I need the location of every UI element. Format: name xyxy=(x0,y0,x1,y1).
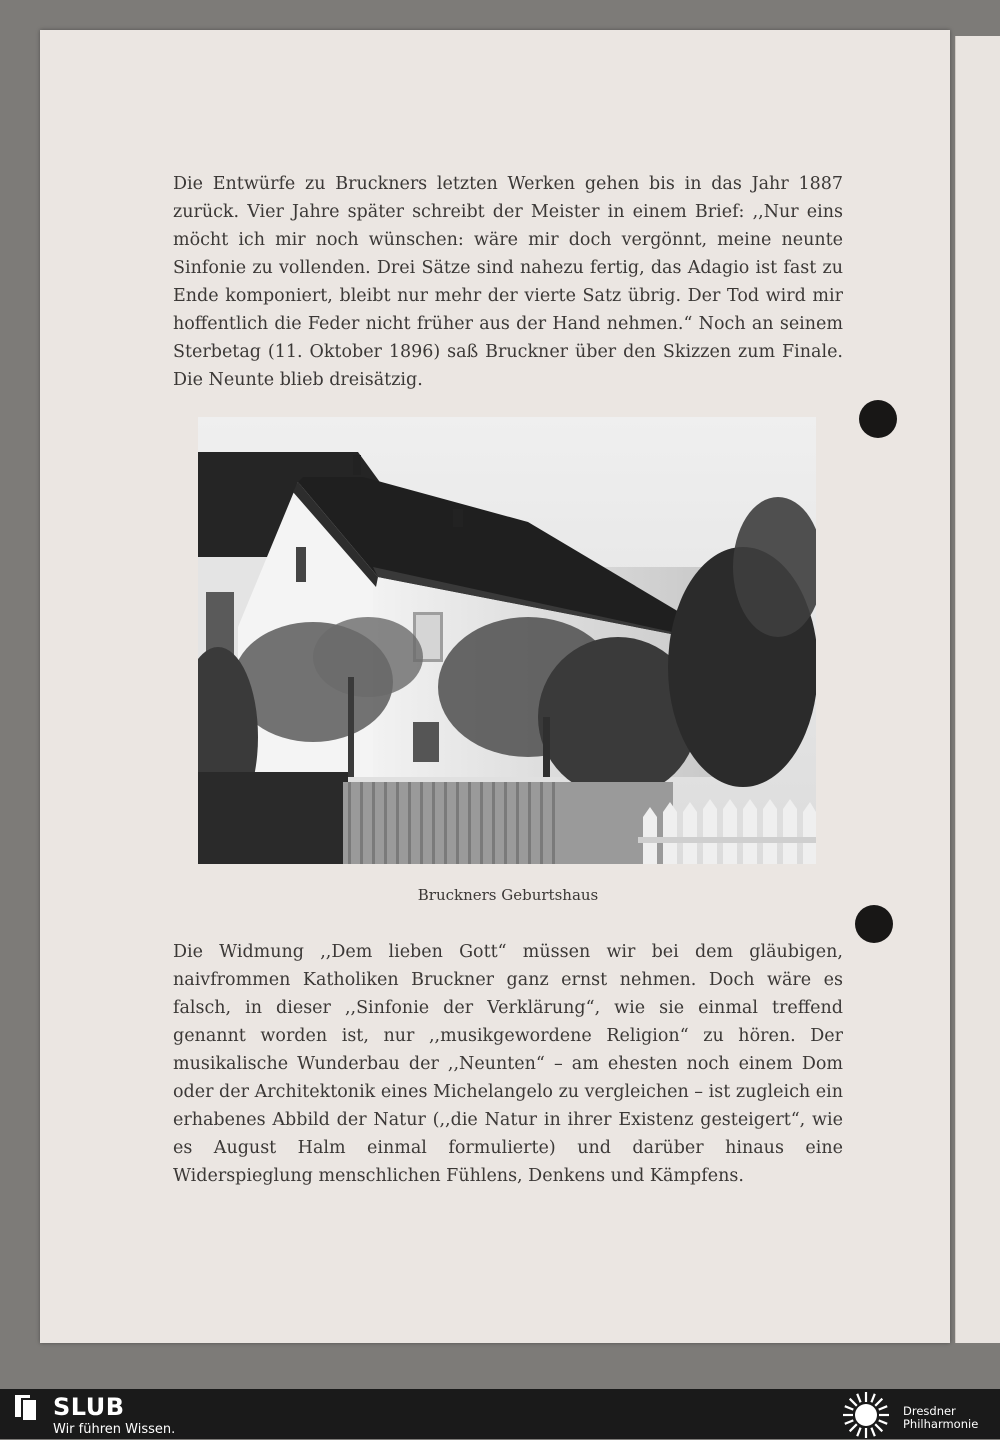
punch-hole-top xyxy=(859,400,897,438)
dresdner-philharmonie-logo-icon[interactable] xyxy=(841,1390,891,1440)
punch-hole-bottom xyxy=(855,905,893,943)
paragraph-dedication xyxy=(173,938,843,1190)
paragraph-intro xyxy=(173,170,843,394)
paragraph-dedication-text: Die Widmung ,,Dem lieben Gott“ müssen wir bei dem gläubigen, naivfrommen Katholiken Bruckner ganz ernst nehmen. Doch wäre es falsch, in dieser ,,Sinfonie der Verklärung“, wie sie einmal treffend genannt worden ist, nur ,,musikgewordene Religion“ zu hören. Der musikalische Wunderbau der ,,Neunten“ – am ehesten noch einem Dom oder der Architektonik eines Michelangelo zu vergleichen – ist zugleich ein erhabenes Abbild der Natur (,,die Natur in ihrer Existenz gesteigert“, wie es August Halm einmal formulierte) und darüber hinaus eine Widerspieglung menschlichen Fühlens, Denkens und Kämpfens. xyxy=(173,942,843,1186)
dp-name-line-2: Philharmonie xyxy=(903,1417,979,1431)
house-photo-illustration xyxy=(198,417,816,864)
dp-name-line-1: Dresdner xyxy=(903,1404,956,1418)
paragraph-intro-text: Die Entwürfe zu Bruckners letzten Werken gehen bis in das Jahr 1887 zurück. Vier Jahre später schreibt der Meister in einem Brief: ,,Nur eins möcht ich mir noch wünschen: wäre mir doch vergönnt, meine neunte Sinfonie zu vollenden. Drei Sätze sind nahezu fertig, das Adagio ist fast zu Ende komponiert, bleibt nur mehr der vierte Satz übrig. Der Tod wird mir hoffentlich die Feder nicht früher aus der Hand nehmen.“ Noch an seinem Sterbetag (11. Oktober 1896) saß Bruckner über den Skizzen zum Finale. Die Neunte blieb dreisätzig. xyxy=(173,174,843,390)
slub-logo-icon[interactable] xyxy=(13,1392,39,1422)
slub-tagline: Wir führen Wissen. xyxy=(53,1422,176,1437)
adjacent-page-edge xyxy=(955,36,1000,1343)
slub-brand[interactable]: SLUB xyxy=(53,1393,125,1421)
photo-bruckner-birthplace xyxy=(198,417,816,864)
photo-caption: Bruckners Geburtshaus xyxy=(417,886,599,904)
dresdner-philharmonie-name[interactable] xyxy=(903,1405,978,1431)
